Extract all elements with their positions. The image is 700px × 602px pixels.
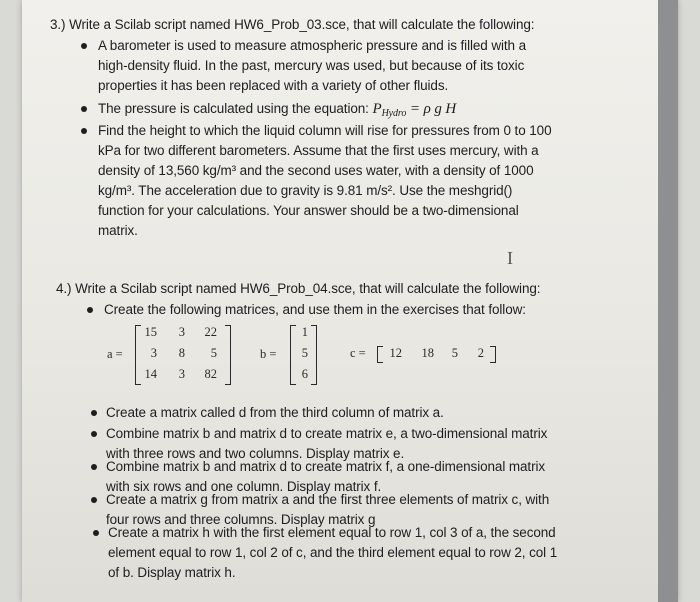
bullet-icon [91,431,97,437]
problem3-bullet3-line5: function for your calculations. Your answer should be a two-dimensional [98,203,519,218]
exercise-f-line2: with six rows and one column. Display matrix f. [106,479,382,494]
matrix-a-cell: 3 [178,367,185,381]
right-bracket [311,325,317,385]
exercise-d: Create a matrix called d from the third column of matrix a. [106,405,444,420]
eq-sub: Hydro [381,108,407,119]
problem4-heading: 4.) Write a Scilab script named HW6_Prob_04.sce, that will calculate the following: [56,281,541,296]
matrix-c-cell: 18 [421,346,434,360]
exercise-h-line2: element equal to row 1, col 2 of c, and the third element equal to row 2, col 1 [108,545,558,560]
exercise-e-line2: with three rows and two columns. Display matrix e. [106,446,405,461]
matrix-a [107,325,237,387]
text-cursor-icon: I [507,248,513,268]
matrix-a-cell: 82 [204,367,217,381]
bullet-icon [87,307,93,313]
matrix-a-cell: 3 [150,346,157,360]
matrix-c [350,346,510,366]
pressure-equation [372,101,456,117]
matrix-a-cell: 22 [204,325,217,339]
right-bracket [225,325,231,385]
exercise-e-line1: Combine matrix b and matrix d to create matrix e, a two-dimensional matrix [106,426,548,441]
eq-rhs: = ρ g H [409,101,457,117]
equation-intro: The pressure is calculated using the equation: [98,101,369,116]
matrix-c-label: c = [350,346,366,360]
matrix-b-cell: 1 [301,325,308,339]
problem3-bullet3-line6: matrix. [98,223,138,238]
matrix-a-label: a = [107,347,123,361]
problem3-bullet3-line3: density of 13,560 kg/m³ and the second uses water, with a density of 1000 [98,163,534,178]
bullet-icon [91,464,97,470]
matrix-c-cell: 2 [477,346,484,360]
matrix-a-cell: 15 [144,325,157,339]
matrix-c-cell: 12 [389,346,402,360]
page-edge-shadow [658,0,678,602]
eq-lhs: P [372,101,382,117]
bullet-icon [91,497,97,503]
matrix-b-cell: 5 [301,346,308,360]
exercise-h-line3: of b. Display matrix h. [108,565,236,580]
exercise-g-line2: four rows and three columns. Display matrix g [106,512,376,527]
matrix-b [260,325,330,387]
problem4-intro: Create the following matrices, and use them in the exercises that follow: [104,302,526,317]
problem3-bullet1-line2: high-density fluid. In the past, mercury was used, but because of its toxic [98,58,525,73]
exercise-f-line1: Combine matrix b and matrix d to create matrix f, a one-dimensional matrix [106,459,546,474]
bullet-icon [93,530,99,536]
bullet-icon [81,128,87,134]
matrix-b-label: b = [260,347,277,361]
problem3-bullet2 [98,99,456,123]
matrix-a-cell: 3 [178,325,185,339]
problem3-bullet3-line2: kPa for two different barometers. Assume that the first uses mercury, with a [98,143,539,158]
bullet-icon [91,410,97,416]
exercise-h-line1: Create a matrix h with the first element equal to row 1, col 3 of a, the second [108,525,556,540]
bullet-icon [81,43,87,49]
problem3-heading: 3.) Write a Scilab script named HW6_Prob_03.sce, that will calculate the following: [50,17,535,32]
matrix-b-cell: 6 [301,367,308,381]
problem3-bullet3-line4: kg/m³. The acceleration due to gravity is 9.81 m/s². Use the meshgrid() [98,183,513,198]
matrix-a-cell: 8 [178,346,185,360]
document-page [22,0,678,602]
matrix-a-cell: 5 [210,346,217,360]
matrix-c-cell: 5 [451,346,458,360]
exercise-g-line1: Create a matrix g from matrix a and the first three elements of matrix c, with [106,492,550,507]
matrix-a-cell: 14 [144,367,157,381]
problem3-bullet3-line1: Find the height to which the liquid column will rise for pressures from 0 to 100 [98,123,552,138]
problem3-bullet1-line3: properties it has been replaced with a variety of other fluids. [98,78,449,93]
bullet-icon [81,106,87,112]
right-bracket [490,346,496,363]
problem3-bullet1-line1: A barometer is used to measure atmospheric pressure and is filled with a [98,38,527,53]
